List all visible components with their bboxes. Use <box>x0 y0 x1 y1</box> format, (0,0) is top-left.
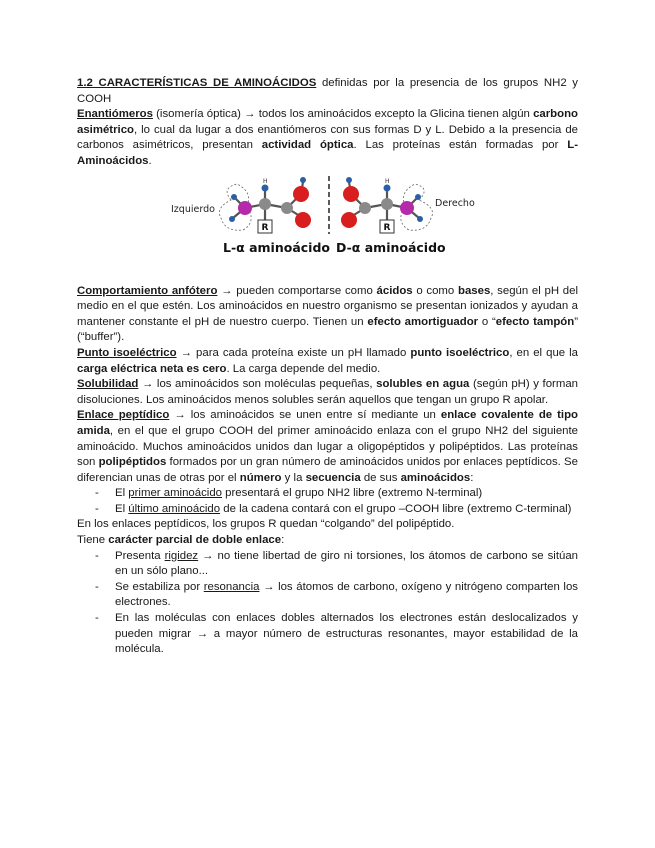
bold-text: carga eléctrica neta es cero <box>77 362 227 375</box>
left-nitrogen-atom <box>238 201 252 215</box>
enantiomer-diagram <box>169 174 489 266</box>
bold-text: carbono asimétrico <box>77 108 578 136</box>
text: → los aminoácidos se unen entre sí mediante un <box>169 409 441 422</box>
left-alpha-hydrogen-atom <box>262 184 269 191</box>
text: Tiene <box>77 534 109 547</box>
right-oxygen-atom-top <box>343 186 359 202</box>
enantiomer-figure <box>77 174 578 266</box>
bold-text: efecto tampón <box>495 315 575 328</box>
left-hydroxyl-hydrogen-atom <box>300 177 306 183</box>
text: , en el que la <box>509 346 579 359</box>
left-h-label: H <box>263 177 268 185</box>
underlined-text: primer aminoácido <box>128 487 222 500</box>
left-oxygen-atom-bottom <box>295 212 311 228</box>
grupos-r-paragraph: En los enlaces peptídicos, los grupos R quedan “colgando” del polipéptido. <box>77 518 455 531</box>
text: o como <box>412 284 458 297</box>
right-amine-hydrogen-atom-1 <box>415 194 421 200</box>
solubilidad-term: Solubilidad <box>77 378 139 391</box>
right-side-label: Derecho <box>435 197 475 209</box>
right-carboxyl-carbon-atom <box>359 202 371 214</box>
text: En las moléculas con enlaces dobles alternados los electrones están deslocalizados y pueden migrar → a mayor número de estructuras resonantes, mayor estabilidad de la molécula. <box>115 612 578 656</box>
text: y la <box>281 471 306 484</box>
text: Presenta <box>115 549 165 562</box>
text: (según pH) y forman disoluciones. Los aminoácidos menos solubles serán aquellos que tengan un grupo R apolar. <box>77 378 578 406</box>
extremos-list <box>77 486 578 517</box>
left-alpha-carbon-atom <box>259 198 271 210</box>
peptidico-paragraph <box>77 408 578 486</box>
text: . La carga depende del medio. <box>226 362 381 375</box>
underlined-text: resonancia <box>203 580 260 593</box>
text: , según el pH del medio en el que estén. Los aminoácidos en nuestro organismo se presentan ionizados y ayudan a mantener constante el pH de nuestro cuerpo. Tienen un <box>77 284 578 328</box>
text: (isomería óptica) → todos los aminoácidos excepto la Glicina tienen algún <box>152 108 534 121</box>
bold-text: punto isoeléctrico <box>410 346 510 359</box>
right-h-label: H <box>385 177 390 185</box>
list-item <box>115 611 578 658</box>
text: : <box>281 534 285 547</box>
isoelectrico-paragraph <box>77 346 578 377</box>
right-hydroxyl-hydrogen-atom <box>346 177 352 183</box>
bold-text: ácidos <box>376 284 413 297</box>
text: . Las proteínas están formadas por <box>353 139 568 152</box>
bold-text: actividad óptica <box>261 139 354 152</box>
propiedades-list <box>77 549 578 658</box>
solubilidad-paragraph <box>77 377 578 408</box>
text: . <box>148 154 152 167</box>
enantiomeros-paragraph <box>77 107 578 169</box>
left-side-label: Izquierdo <box>171 203 215 215</box>
text: Se estabiliza por <box>115 580 204 593</box>
right-nitrogen-atom <box>400 201 414 215</box>
underlined-text: rigidez <box>164 549 199 562</box>
bold-text: solubles en agua <box>376 378 470 391</box>
list-item <box>115 549 578 580</box>
list-item <box>115 502 578 518</box>
text: , en el que el grupo COOH del primer aminoácido enlaza con el grupo NH2 del siguiente aminoácido. Muchos aminoácidos unidos dan lugar a oligopéptidos y polipéptidos. Las proteínas son <box>77 424 578 469</box>
text: de sus <box>360 471 401 484</box>
section-heading-paragraph <box>77 76 578 107</box>
text: formados por un gran número de aminoácidos unidos por enlaces peptídicos. Se diferencian unas de otras por el <box>77 456 578 484</box>
right-caption: D-α aminoácido <box>336 239 446 255</box>
bold-text: enlace covalente de tipo amida <box>77 409 579 437</box>
peptidico-term: Enlace peptídico <box>77 409 170 422</box>
bold-text: número <box>239 471 282 484</box>
bold-text: L-Aminoácidos <box>77 139 579 167</box>
text: presentará el grupo NH2 libre (extremo N-terminal) <box>222 487 483 500</box>
document-page <box>77 76 578 658</box>
text: → no tiene libertad de giro ni torsiones, los átomos de carbono se sitúan en un sólo plano... <box>115 549 578 578</box>
left-carboxyl-carbon-atom <box>281 202 293 214</box>
left-amine-hydrogen-atom-1 <box>231 194 237 200</box>
left-caption: L-α aminoácido <box>223 239 330 255</box>
text: El <box>115 487 129 500</box>
isoelectrico-term: Punto isoeléctrico <box>77 346 177 359</box>
right-r-label: R <box>383 222 391 233</box>
section-heading-rest: definidas por la presencia de los grupos NH2 y COOH <box>77 77 578 105</box>
left-amine-hydrogen-atom-2 <box>229 216 235 222</box>
right-alpha-hydrogen-atom <box>384 184 391 191</box>
section-heading: 1.2 CARACTERÍSTICAS DE AMINOÁCIDOS <box>77 77 317 89</box>
text: El <box>115 502 129 515</box>
underlined-text: último aminoácido <box>128 502 221 515</box>
enantiomeros-term: Enantiómeros <box>77 108 153 121</box>
left-oxygen-atom-top <box>293 186 309 202</box>
bold-text: carácter parcial de doble enlace <box>108 534 282 547</box>
text: ” (“buffer”). <box>77 315 579 344</box>
bold-text: secuencia <box>305 471 361 484</box>
text: → los átomos de carbono, oxígeno y nitrógeno comparten los electrones. <box>115 580 578 609</box>
right-oxygen-atom-bottom <box>341 212 357 228</box>
text: → pueden comportarse como <box>217 284 377 297</box>
right-alpha-carbon-atom <box>381 198 393 210</box>
list-item <box>115 486 578 502</box>
text: → los aminoácidos son moléculas pequeñas, <box>138 378 377 391</box>
text: , lo cual da lugar a dos enantiómeros con sus formas D y L. Debido a la presencia de carbonos asimétricos, presentan <box>77 123 578 152</box>
doble-enlace-paragraph <box>77 533 578 549</box>
right-amine-hydrogen-atom-2 <box>417 216 423 222</box>
text: de la cadena contará con el grupo –COOH libre (extremo C-terminal) <box>220 502 572 515</box>
text: : <box>470 471 474 484</box>
bold-text: bases <box>457 284 491 297</box>
bold-text: polipéptidos <box>98 456 167 469</box>
text: o “ <box>478 315 496 328</box>
text: → para cada proteína existe un pH llamado <box>176 346 411 359</box>
list-item <box>115 580 578 611</box>
bold-text: aminoácidos <box>400 471 471 484</box>
anfotero-paragraph <box>77 284 578 346</box>
anfotero-term: Comportamiento anfótero <box>77 284 218 297</box>
bold-text: efecto amortiguador <box>367 315 479 328</box>
left-r-label: R <box>261 222 269 233</box>
